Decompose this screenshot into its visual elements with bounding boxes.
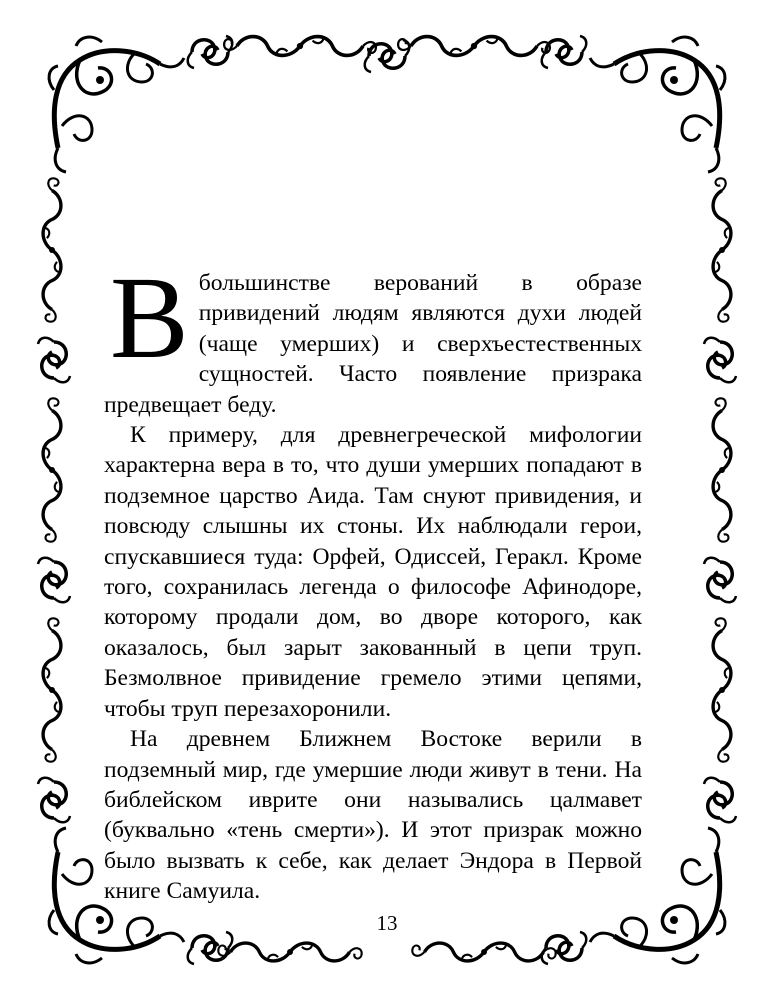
page-number: 13 <box>376 911 398 935</box>
paragraph-1 <box>104 252 642 420</box>
paragraph-2: К примеру, для древнегреческой мифологии характерна вера в то, что души умерших попадают в подземное царство Аида. Там снуют привидения, и повсюду слышны их стоны. Их наблюдали герои, спускавшиеся туда: Орфей, Одиссей, Геракл. Кроме того, сохранилась легенда о философе Афинодоре, которому продали дом, во дворе которого, как оказалось, был зарыт закованный в цепи труп. Безмолвное привидение гремело этими цепями, чтобы труп перезахоронили. <box>104 422 642 722</box>
right-edge-ornaments <box>704 178 736 822</box>
bottom-edge-ornaments <box>188 932 587 964</box>
body-text <box>104 252 642 907</box>
corner-ornament-top-left <box>49 37 184 172</box>
left-edge-ornaments <box>38 178 70 822</box>
top-edge-ornaments <box>188 36 587 72</box>
drop-cap: В <box>110 252 189 383</box>
paragraph-1-text: большинстве верований в образе привидений людям являются духи людей (чаще умерших) и сверхъестественных сущностей. Часто появление призрака предвещает беду. <box>104 270 642 418</box>
paragraph-3: На древнем Ближнем Востоке верили в подземный мир, где умершие люди живут в тени. На библейском иврите они назывались цалмавет (буквально «тень смерти»). И этот призрак можно было вызвать к себе, как делает Эндора в Первой книге Самуила. <box>104 726 642 905</box>
corner-ornament-top-right <box>590 37 725 172</box>
